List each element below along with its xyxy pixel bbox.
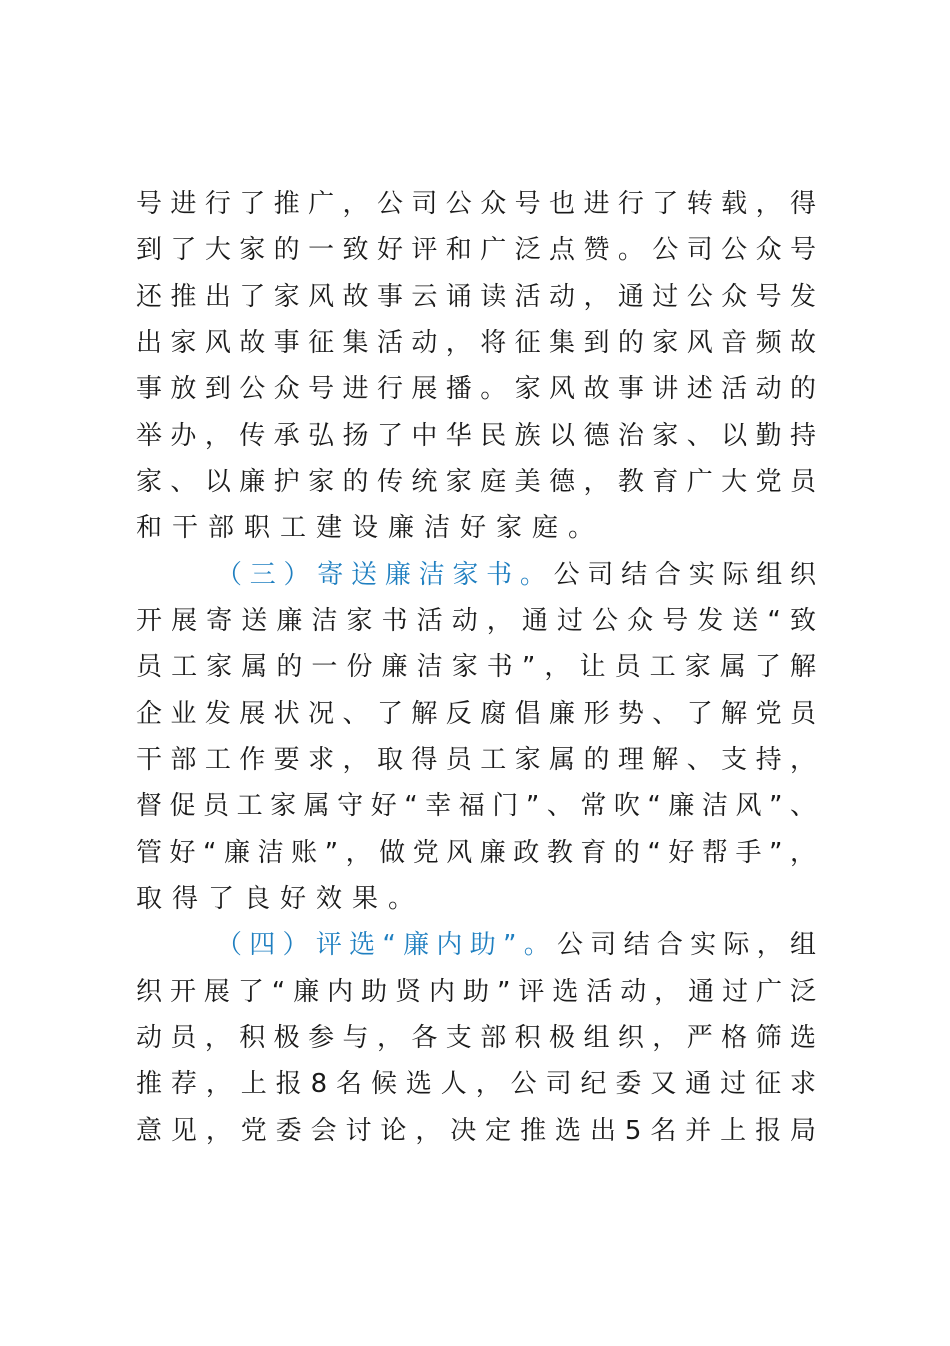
paragraph-line: 号进行了推广，公司公众号也进行了转载，得 xyxy=(136,189,816,219)
paragraph-line: 和干部职工建设廉洁好家庭。 xyxy=(136,513,605,543)
paragraph-line: 动员，积极参与，各支部积极组织，严格筛选 xyxy=(136,1023,816,1053)
section-4-first-line xyxy=(216,927,816,963)
paragraph-line: 意见，党委会讨论，决定推选出5名并上报局 xyxy=(136,1116,816,1146)
section-4-heading: （四）评选“廉内助”。 xyxy=(216,930,558,960)
section-3-heading: （三）寄送廉洁家书。 xyxy=(216,560,554,590)
paragraph-line: 事放到公众号进行展播。家风故事讲述活动的 xyxy=(136,374,816,404)
paragraph-line: 举办，传承弘扬了中华民族以德治家、以勤持 xyxy=(136,421,816,451)
paragraph-line: 员工家属的一份廉洁家书”，让员工家属了解 xyxy=(136,652,816,682)
paragraph-line: 开展寄送廉洁家书活动，通过公众号发送“致 xyxy=(136,606,816,636)
section-3-first-line xyxy=(216,557,816,593)
paragraph-line: 推荐，上报8名候选人，公司纪委又通过征求 xyxy=(136,1069,816,1099)
paragraph-line: 取得了良好效果。 xyxy=(136,884,425,914)
paragraph-line: 管好“廉洁账”，做党风廉政教育的“好帮手”， xyxy=(136,838,816,868)
section-3-first-line-text: 公司结合实际组织 xyxy=(553,560,816,590)
paragraph-line: 企业发展状况、了解反腐倡廉形势、了解党员 xyxy=(136,699,816,729)
paragraph-line: 家、以廉护家的传统家庭美德，教育广大党员 xyxy=(136,467,816,497)
paragraph-line: 出家风故事征集活动，将征集到的家风音频故 xyxy=(136,328,816,358)
paragraph-line: 织开展了“廉内助贤内助”评选活动，通过广泛 xyxy=(136,977,816,1007)
paragraph-line: 干部工作要求，取得员工家属的理解、支持， xyxy=(136,745,816,775)
paragraph-line: 到了大家的一致好评和广泛点赞。公司公众号 xyxy=(136,235,816,265)
section-4-first-line-text: 公司结合实际，组 xyxy=(557,930,816,960)
paragraph-line: 还推出了家风故事云诵读活动，通过公众号发 xyxy=(136,282,816,312)
paragraph-line: 督促员工家属守好“幸福门”、常吹“廉洁风”、 xyxy=(136,791,816,821)
